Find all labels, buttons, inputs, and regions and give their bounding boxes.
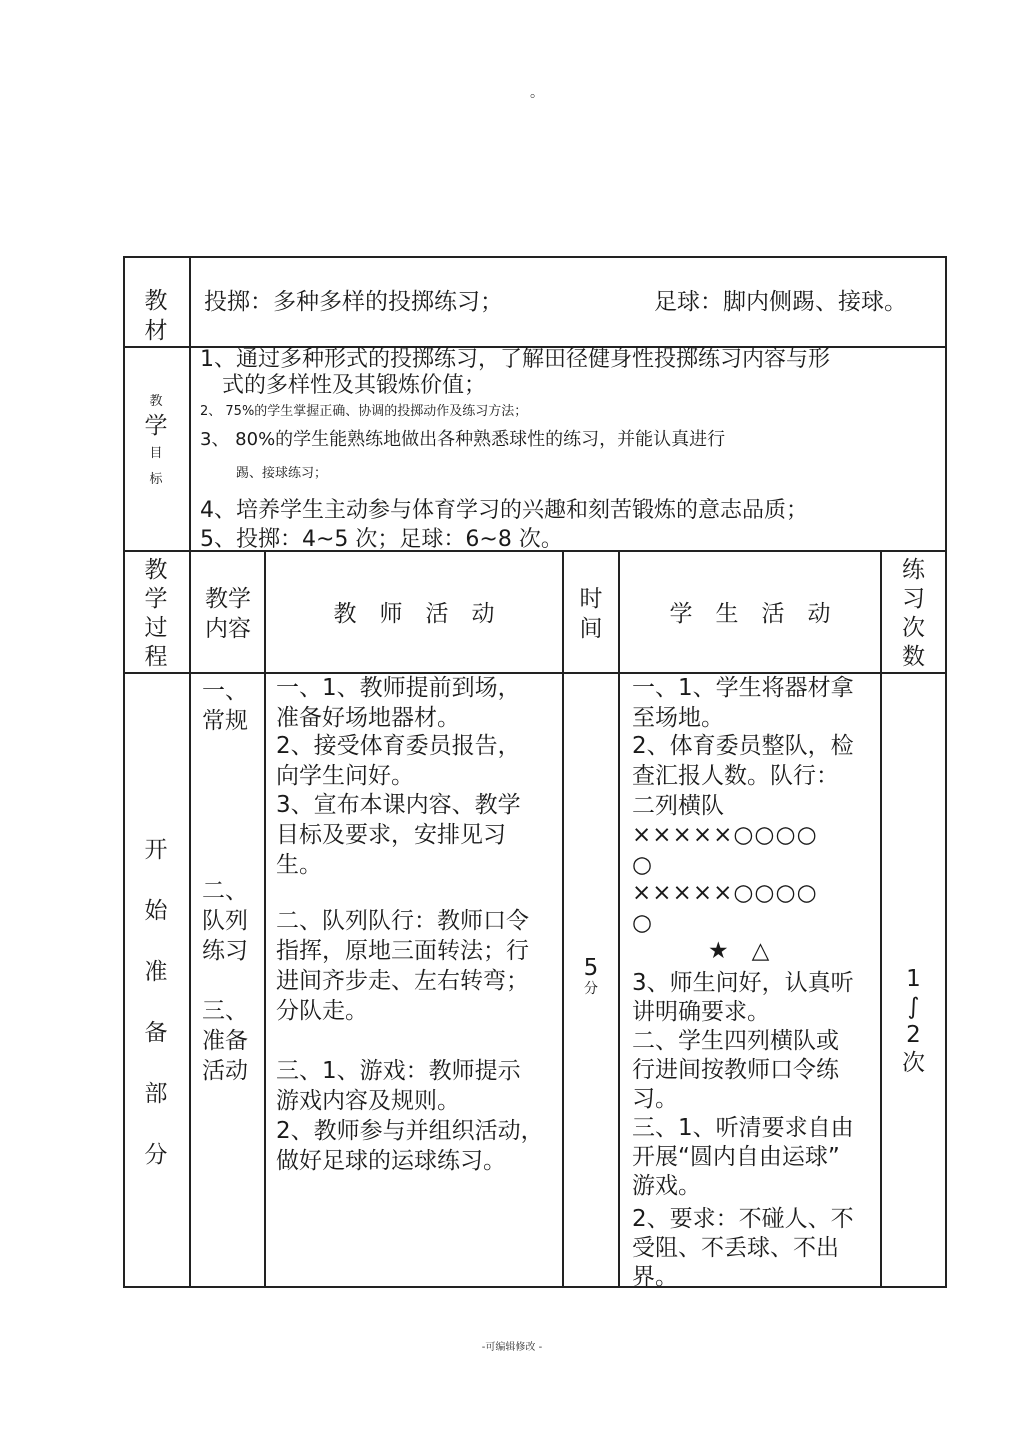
top-mark: 。: [530, 85, 544, 101]
teacher-activity-3: 3、宣布本课内容、教学 目标及要求，安排见习 生。: [276, 792, 521, 878]
teacher-activity-6: 2、教师参与并组织活动， 做好足球的运球练习。: [276, 1118, 544, 1174]
material-throwing: 投掷：多种多样的投掷练习；: [204, 289, 503, 315]
objective-1: 1、通过多种形式的投掷练习，了解田径健身性投掷练习内容与形: [200, 347, 830, 372]
formation-row-2: ×××××○○○○: [632, 880, 818, 906]
content-warmup: 三、 准备 活动: [202, 998, 248, 1084]
formation-row-1: ×××××○○○○: [632, 822, 818, 848]
content-formation: 二、 队列 练习: [202, 878, 248, 964]
content-routine: 一、 常规: [202, 678, 248, 734]
formation-teacher-marks: ★ △: [708, 938, 770, 964]
section-name: 开 始 准 备 部 分: [144, 837, 168, 1168]
header-student: 学 生 活 动: [669, 601, 831, 627]
teacher-activity-4: 二、队列队行：教师口令 指挥，原地三面转法；行 进间齐步走、左右转弯； 分队走。: [276, 908, 529, 1024]
student-activity-1: 一、1、学生将器材拿 至场地。: [632, 675, 854, 731]
objective-1-cont: 式的多样性及其锻炼价值；: [222, 373, 487, 398]
student-activity-3: 3、师生问好，认真听 讲明确要求。 二、学生四列横队或 行进间按教师口令练 习。 三、1、听清要求自由 开展“圆内自由运球” 游戏。: [632, 970, 854, 1199]
header-content: 教学 内容: [205, 586, 251, 642]
header-teacher: 教 师 活 动: [333, 601, 495, 627]
header-time: 时 间: [579, 586, 603, 642]
footer: -可编辑修改 -: [481, 1342, 543, 1353]
count-range: 1 ∫ 2 次: [902, 966, 925, 1076]
formation-row-2-end: ○: [632, 910, 653, 936]
time-value: 5: [583, 955, 599, 981]
teacher-activity-2: 2、接受体育委员报告， 向学生问好。: [276, 733, 521, 789]
objective-4: 4、培养学生主动参与体育学习的兴趣和刻苦锻炼的意志品质；: [200, 498, 808, 523]
objective-2: 2、 75%的学生掌握正确、协调的投掷动作及练习方法；: [200, 404, 528, 419]
header-count: 练 习 次 数: [902, 557, 925, 670]
objectives-label: 教 学 目 标: [144, 394, 168, 487]
material-football: 足球：脚内侧踢、接球。: [654, 289, 907, 315]
objective-3-cont: 踢、接球练习；: [236, 466, 328, 481]
formation-row-1-end: ○: [632, 852, 653, 878]
teacher-activity-5: 三、1、游戏：教师提示 游戏内容及规则。: [276, 1058, 521, 1114]
material-label: 教 材: [144, 288, 168, 344]
objective-3: 3、 80%的学生能熟练地做出各种熟悉球性的练习，并能认真进行: [200, 429, 726, 450]
time-unit: 分: [584, 981, 598, 997]
teacher-activity-1: 一、1、教师提前到场， 准备好场地器材。: [276, 675, 521, 731]
objective-5: 5、投掷：4~5 次；足球：6~8 次。: [200, 527, 563, 552]
student-activity-2: 2、体育委员整队，检 查汇报人数。队行： 二列横队: [632, 733, 854, 819]
student-activity-4: 2、要求：不碰人、不 受阻、不丢球、不出 界。: [632, 1206, 854, 1290]
header-process: 教 学 过 程: [144, 557, 168, 670]
